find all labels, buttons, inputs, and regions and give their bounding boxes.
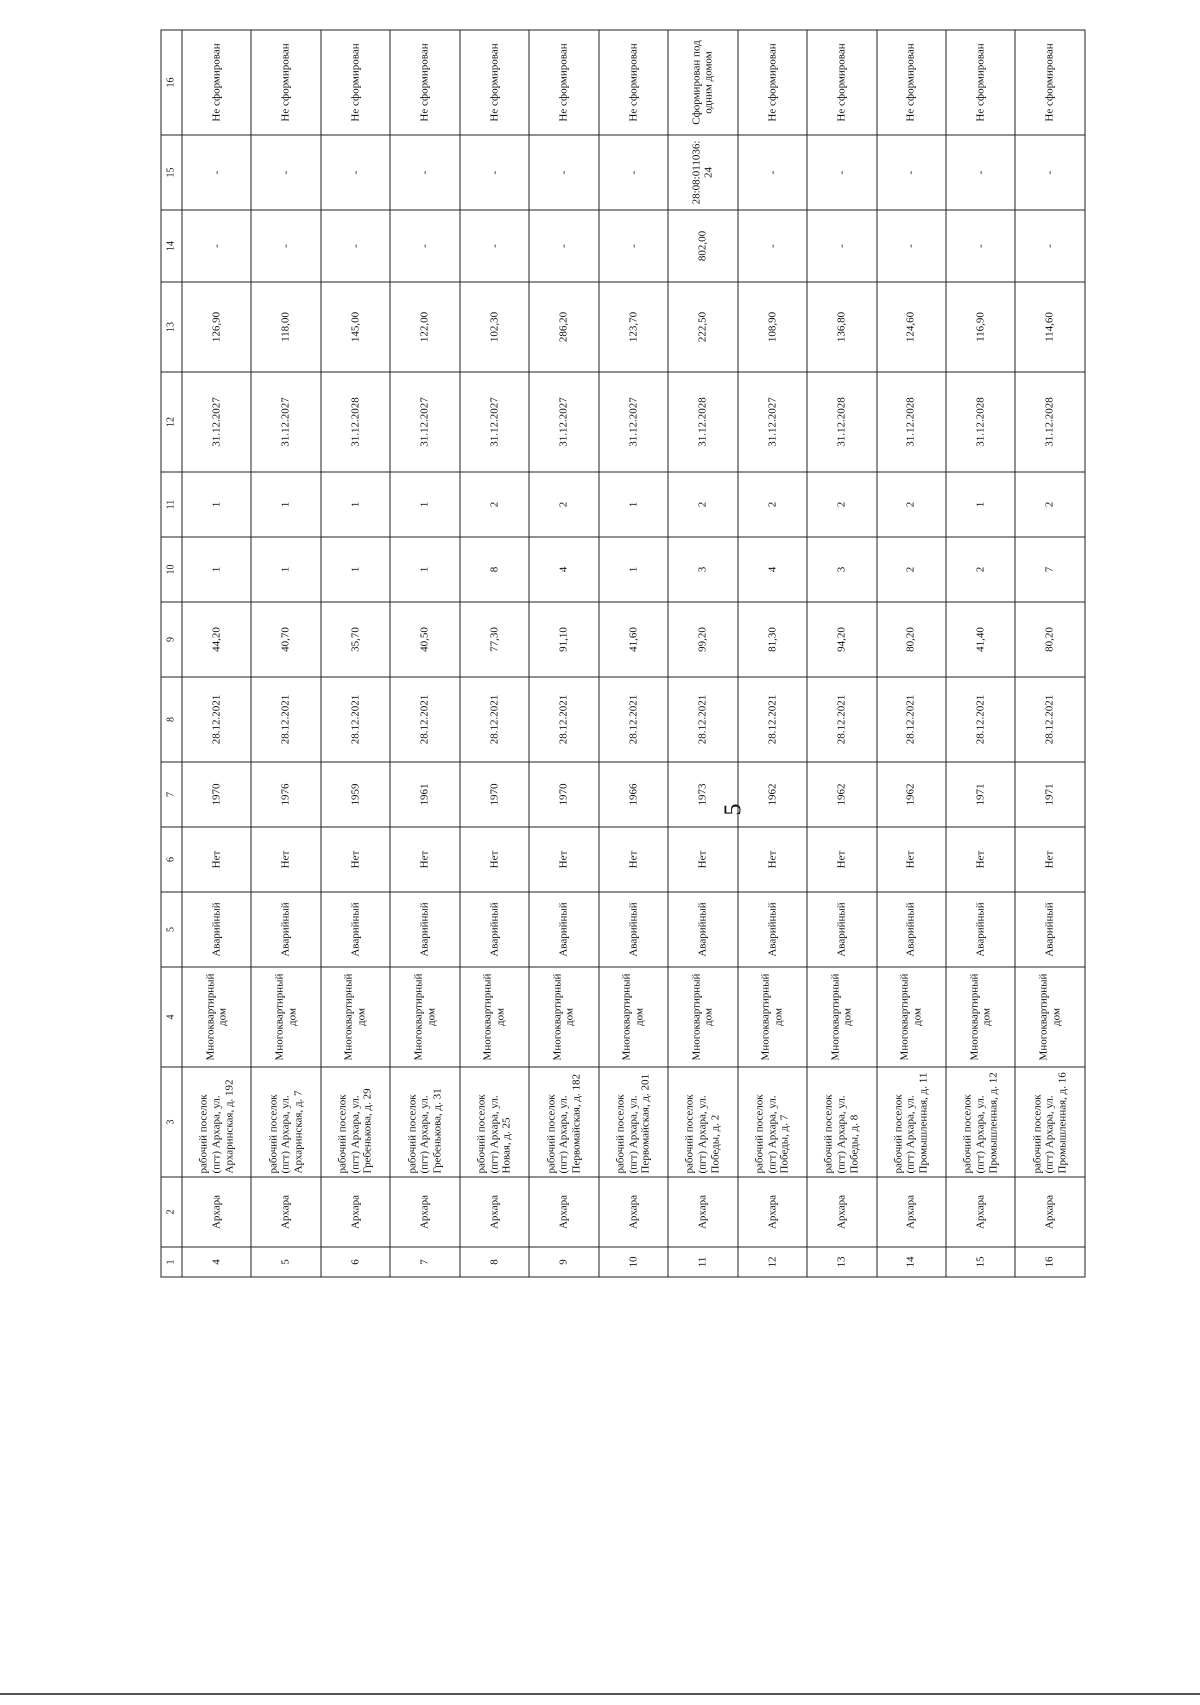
year-built-cell: 1970 <box>182 762 251 827</box>
column-number-header: 5 <box>161 892 182 967</box>
locality-cell: Архара <box>807 1177 876 1247</box>
area-cell: 41,60 <box>599 602 668 677</box>
cadastral-number-cell: - <box>877 135 946 210</box>
year-built-cell: 1961 <box>390 762 459 827</box>
deadline-date-cell: 31.12.2028 <box>321 372 390 472</box>
total-area-cell: 222,50 <box>668 282 737 372</box>
building-type-cell: Многоквартирный дом <box>251 967 320 1067</box>
deadline-date-cell: 31.12.2027 <box>529 372 598 472</box>
year-built-cell: 1966 <box>599 762 668 827</box>
condition-cell: Аварийный <box>946 892 1015 967</box>
area-cell: 81,30 <box>738 602 807 677</box>
row-number-cell: 9 <box>529 1247 598 1277</box>
recognition-date-cell: 28.12.2021 <box>251 677 320 762</box>
locality-cell: Архара <box>182 1177 251 1247</box>
row-number-cell: 11 <box>668 1247 737 1277</box>
recognition-date-cell: 28.12.2021 <box>1015 677 1085 762</box>
residents-cell: 1 <box>599 537 668 602</box>
deadline-date-cell: 31.12.2028 <box>946 372 1015 472</box>
condition-cell: Аварийный <box>668 892 737 967</box>
table-row <box>182 30 251 1277</box>
deadline-date-cell: 31.12.2027 <box>460 372 529 472</box>
cadastral-number-cell: - <box>251 135 320 210</box>
total-area-cell: 102,30 <box>460 282 529 372</box>
area-cell: 40,70 <box>251 602 320 677</box>
total-area-cell: 145,00 <box>321 282 390 372</box>
building-type-cell: Многоквартирный дом <box>946 967 1015 1067</box>
column-number-header: 10 <box>161 537 182 602</box>
address-cell: рабочий поселок (пгт) Архара, ул. Промышленная, д. 16 <box>1015 1067 1085 1177</box>
building-type-cell: Многоквартирный дом <box>599 967 668 1067</box>
condition-cell: Аварийный <box>390 892 459 967</box>
building-type-cell: Многоквартирный дом <box>877 967 946 1067</box>
cadastral-number-cell: - <box>946 135 1015 210</box>
residents-cell: 2 <box>877 537 946 602</box>
area-cell: 44,20 <box>182 602 251 677</box>
area-cell: 77,30 <box>460 602 529 677</box>
land-area-cell: - <box>251 210 320 282</box>
land-status-cell: Не сформирован <box>738 30 807 135</box>
recognition-date-cell: 28.12.2021 <box>946 677 1015 762</box>
row-number-cell: 7 <box>390 1247 459 1277</box>
building-type-cell: Многоквартирный дом <box>807 967 876 1067</box>
column-number-header: 13 <box>161 282 182 372</box>
total-area-cell: 126,90 <box>182 282 251 372</box>
total-area-cell: 124,60 <box>877 282 946 372</box>
land-status-cell: Не сформирован <box>390 30 459 135</box>
deadline-date-cell: 31.12.2027 <box>390 372 459 472</box>
land-status-cell: Не сформирован <box>460 30 529 135</box>
locality-cell: Архара <box>251 1177 320 1247</box>
column-number-header: 4 <box>161 967 182 1067</box>
land-area-cell: - <box>460 210 529 282</box>
address-cell: рабочий поселок (пгт) Архара, ул. Победы, д. 8 <box>807 1067 876 1177</box>
year-built-cell: 1962 <box>738 762 807 827</box>
land-area-cell: - <box>1015 210 1085 282</box>
flag-cell: Нет <box>251 827 320 892</box>
condition-cell: Аварийный <box>599 892 668 967</box>
table-row <box>1015 30 1085 1277</box>
locality-cell: Архара <box>460 1177 529 1247</box>
locality-cell: Архара <box>1015 1177 1085 1247</box>
flag-cell: Нет <box>321 827 390 892</box>
land-area-cell: - <box>946 210 1015 282</box>
cadastral-number-cell: - <box>390 135 459 210</box>
deadline-date-cell: 31.12.2027 <box>182 372 251 472</box>
year-built-cell: 1971 <box>1015 762 1085 827</box>
residents-cell: 7 <box>1015 537 1085 602</box>
residents-cell: 1 <box>390 537 459 602</box>
area-cell: 40,50 <box>390 602 459 677</box>
condition-cell: Аварийный <box>460 892 529 967</box>
table-row <box>807 30 876 1277</box>
residents-cell: 3 <box>668 537 737 602</box>
address-cell: рабочий поселок (пгт) Архара, ул. Победы, д. 7 <box>738 1067 807 1177</box>
condition-cell: Аварийный <box>807 892 876 967</box>
land-status-cell: Сформирован под одним домом <box>668 30 737 135</box>
residents-cell: 1 <box>182 537 251 602</box>
residents-cell: 3 <box>807 537 876 602</box>
recognition-date-cell: 28.12.2021 <box>390 677 459 762</box>
land-area-cell: - <box>321 210 390 282</box>
row-number-cell: 8 <box>460 1247 529 1277</box>
residents-cell: 4 <box>738 537 807 602</box>
floors-cell: 1 <box>321 472 390 537</box>
deadline-date-cell: 31.12.2027 <box>599 372 668 472</box>
deadline-date-cell: 31.12.2028 <box>1015 372 1085 472</box>
condition-cell: Аварийный <box>182 892 251 967</box>
building-type-cell: Многоквартирный дом <box>738 967 807 1067</box>
total-area-cell: 116,90 <box>946 282 1015 372</box>
land-status-cell: Не сформирован <box>529 30 598 135</box>
deadline-date-cell: 31.12.2028 <box>807 372 876 472</box>
flag-cell: Нет <box>946 827 1015 892</box>
land-status-cell: Не сформирован <box>321 30 390 135</box>
cadastral-number-cell: - <box>1015 135 1085 210</box>
column-number-row <box>161 30 182 1277</box>
year-built-cell: 1959 <box>321 762 390 827</box>
column-number-header: 3 <box>161 1067 182 1177</box>
column-number-header: 1 <box>161 1247 182 1277</box>
floors-cell: 2 <box>807 472 876 537</box>
table-row <box>946 30 1015 1277</box>
land-area-cell: 802,00 <box>668 210 737 282</box>
building-type-cell: Многоквартирный дом <box>529 967 598 1067</box>
row-number-cell: 12 <box>738 1247 807 1277</box>
table-body <box>182 30 1085 1277</box>
land-area-cell: - <box>390 210 459 282</box>
column-number-header: 9 <box>161 602 182 677</box>
cadastral-number-cell: - <box>182 135 251 210</box>
recognition-date-cell: 28.12.2021 <box>807 677 876 762</box>
locality-cell: Архара <box>946 1177 1015 1247</box>
row-number-cell: 5 <box>251 1247 320 1277</box>
column-number-header: 2 <box>161 1177 182 1247</box>
building-type-cell: Многоквартирный дом <box>321 967 390 1067</box>
column-number-header: 7 <box>161 762 182 827</box>
area-cell: 91,10 <box>529 602 598 677</box>
land-status-cell: Не сформирован <box>877 30 946 135</box>
area-cell: 35,70 <box>321 602 390 677</box>
residents-cell: 2 <box>946 537 1015 602</box>
table-row <box>251 30 320 1277</box>
building-type-cell: Многоквартирный дом <box>182 967 251 1067</box>
land-status-cell: Не сформирован <box>251 30 320 135</box>
recognition-date-cell: 28.12.2021 <box>668 677 737 762</box>
table-row <box>529 30 598 1277</box>
land-area-cell: - <box>529 210 598 282</box>
table-row <box>460 30 529 1277</box>
row-number-cell: 16 <box>1015 1247 1085 1277</box>
total-area-cell: 136,80 <box>807 282 876 372</box>
condition-cell: Аварийный <box>321 892 390 967</box>
table-row <box>877 30 946 1277</box>
floors-cell: 2 <box>1015 472 1085 537</box>
condition-cell: Аварийный <box>251 892 320 967</box>
year-built-cell: 1962 <box>807 762 876 827</box>
floors-cell: 1 <box>182 472 251 537</box>
land-status-cell: Не сформирован <box>1015 30 1085 135</box>
row-number-cell: 14 <box>877 1247 946 1277</box>
area-cell: 80,20 <box>1015 602 1085 677</box>
total-area-cell: 122,00 <box>390 282 459 372</box>
housing-table <box>161 30 1086 1278</box>
floors-cell: 1 <box>599 472 668 537</box>
total-area-cell: 123,70 <box>599 282 668 372</box>
building-type-cell: Многоквартирный дом <box>460 967 529 1067</box>
recognition-date-cell: 28.12.2021 <box>877 677 946 762</box>
recognition-date-cell: 28.12.2021 <box>321 677 390 762</box>
address-cell: рабочий поселок (пгт) Архара, ул. Первомайская, д. 201 <box>599 1067 668 1177</box>
scan-edge-line <box>0 1693 1200 1695</box>
cadastral-number-cell: - <box>460 135 529 210</box>
row-number-cell: 6 <box>321 1247 390 1277</box>
flag-cell: Нет <box>668 827 737 892</box>
cadastral-number-cell: - <box>529 135 598 210</box>
table-row <box>599 30 668 1277</box>
flag-cell: Нет <box>1015 827 1085 892</box>
building-type-cell: Многоквартирный дом <box>1015 967 1085 1067</box>
condition-cell: Аварийный <box>1015 892 1085 967</box>
residents-cell: 4 <box>529 537 598 602</box>
condition-cell: Аварийный <box>738 892 807 967</box>
floors-cell: 1 <box>946 472 1015 537</box>
recognition-date-cell: 28.12.2021 <box>738 677 807 762</box>
floors-cell: 1 <box>251 472 320 537</box>
locality-cell: Архара <box>390 1177 459 1247</box>
land-area-cell: - <box>738 210 807 282</box>
column-number-header: 8 <box>161 677 182 762</box>
page-number: 5 <box>720 803 747 816</box>
deadline-date-cell: 31.12.2028 <box>668 372 737 472</box>
floors-cell: 2 <box>668 472 737 537</box>
residents-cell: 1 <box>321 537 390 602</box>
area-cell: 80,20 <box>877 602 946 677</box>
column-number-header: 12 <box>161 372 182 472</box>
address-cell: рабочий поселок (пгт) Архара, ул. Гребенькова, д. 31 <box>390 1067 459 1177</box>
total-area-cell: 286,20 <box>529 282 598 372</box>
total-area-cell: 108,90 <box>738 282 807 372</box>
land-area-cell: - <box>182 210 251 282</box>
column-number-header: 11 <box>161 472 182 537</box>
year-built-cell: 1962 <box>877 762 946 827</box>
table-row <box>668 30 737 1277</box>
flag-cell: Нет <box>599 827 668 892</box>
address-cell: рабочий поселок (пгт) Архара, ул. Победы, д. 2 <box>668 1067 737 1177</box>
year-built-cell: 1976 <box>251 762 320 827</box>
recognition-date-cell: 28.12.2021 <box>182 677 251 762</box>
floors-cell: 2 <box>529 472 598 537</box>
locality-cell: Архара <box>599 1177 668 1247</box>
floors-cell: 1 <box>390 472 459 537</box>
land-area-cell: - <box>807 210 876 282</box>
recognition-date-cell: 28.12.2021 <box>529 677 598 762</box>
cadastral-number-cell: - <box>599 135 668 210</box>
area-cell: 41,40 <box>946 602 1015 677</box>
table-container <box>160 30 1085 1277</box>
flag-cell: Нет <box>529 827 598 892</box>
total-area-cell: 118,00 <box>251 282 320 372</box>
locality-cell: Архара <box>529 1177 598 1247</box>
area-cell: 99,20 <box>668 602 737 677</box>
floors-cell: 2 <box>738 472 807 537</box>
year-built-cell: 1973 <box>668 762 737 827</box>
land-area-cell: - <box>877 210 946 282</box>
floors-cell: 2 <box>877 472 946 537</box>
year-built-cell: 1970 <box>460 762 529 827</box>
table-row <box>390 30 459 1277</box>
table-row <box>738 30 807 1277</box>
year-built-cell: 1970 <box>529 762 598 827</box>
row-number-cell: 10 <box>599 1247 668 1277</box>
land-status-cell: Не сформирован <box>807 30 876 135</box>
column-number-header: 14 <box>161 210 182 282</box>
cadastral-number-cell: 28:08:011036:24 <box>668 135 737 210</box>
table-row <box>321 30 390 1277</box>
flag-cell: Нет <box>877 827 946 892</box>
row-number-cell: 4 <box>182 1247 251 1277</box>
condition-cell: Аварийный <box>529 892 598 967</box>
year-built-cell: 1971 <box>946 762 1015 827</box>
recognition-date-cell: 28.12.2021 <box>599 677 668 762</box>
land-status-cell: Не сформирован <box>599 30 668 135</box>
condition-cell: Аварийный <box>877 892 946 967</box>
locality-cell: Архара <box>321 1177 390 1247</box>
flag-cell: Нет <box>807 827 876 892</box>
building-type-cell: Многоквартирный дом <box>390 967 459 1067</box>
total-area-cell: 114,60 <box>1015 282 1085 372</box>
land-status-cell: Не сформирован <box>182 30 251 135</box>
address-cell: рабочий поселок (пгт) Архара, ул. Промышленная, д. 11 <box>877 1067 946 1177</box>
locality-cell: Архара <box>668 1177 737 1247</box>
deadline-date-cell: 31.12.2027 <box>738 372 807 472</box>
flag-cell: Нет <box>460 827 529 892</box>
floors-cell: 2 <box>460 472 529 537</box>
cadastral-number-cell: - <box>738 135 807 210</box>
land-area-cell: - <box>599 210 668 282</box>
column-number-header: 6 <box>161 827 182 892</box>
address-cell: рабочий поселок (пгт) Архара, ул. Промышленная, д. 12 <box>946 1067 1015 1177</box>
address-cell: рабочий поселок (пгт) Архара, ул. Архаринская, д. 7 <box>251 1067 320 1177</box>
residents-cell: 1 <box>251 537 320 602</box>
cadastral-number-cell: - <box>321 135 390 210</box>
address-cell: рабочий поселок (пгт) Архара, ул. Гребенькова, д. 29 <box>321 1067 390 1177</box>
land-status-cell: Не сформирован <box>946 30 1015 135</box>
area-cell: 94,20 <box>807 602 876 677</box>
residents-cell: 8 <box>460 537 529 602</box>
address-cell: рабочий поселок (пгт) Архара, ул. Первомайская, д. 182 <box>529 1067 598 1177</box>
recognition-date-cell: 28.12.2021 <box>460 677 529 762</box>
flag-cell: Нет <box>738 827 807 892</box>
row-number-cell: 15 <box>946 1247 1015 1277</box>
flag-cell: Нет <box>390 827 459 892</box>
locality-cell: Архара <box>877 1177 946 1247</box>
locality-cell: Архара <box>738 1177 807 1247</box>
flag-cell: Нет <box>182 827 251 892</box>
address-cell: рабочий поселок (пгт) Архара, ул. Архаринская, д. 192 <box>182 1067 251 1177</box>
column-number-header: 16 <box>161 30 182 135</box>
row-number-cell: 13 <box>807 1247 876 1277</box>
column-number-header: 15 <box>161 135 182 210</box>
deadline-date-cell: 31.12.2028 <box>877 372 946 472</box>
address-cell: рабочий поселок (пгт) Архара, ул. Новая, д. 25 <box>460 1067 529 1177</box>
cadastral-number-cell: - <box>807 135 876 210</box>
building-type-cell: Многоквартирный дом <box>668 967 737 1067</box>
deadline-date-cell: 31.12.2027 <box>251 372 320 472</box>
